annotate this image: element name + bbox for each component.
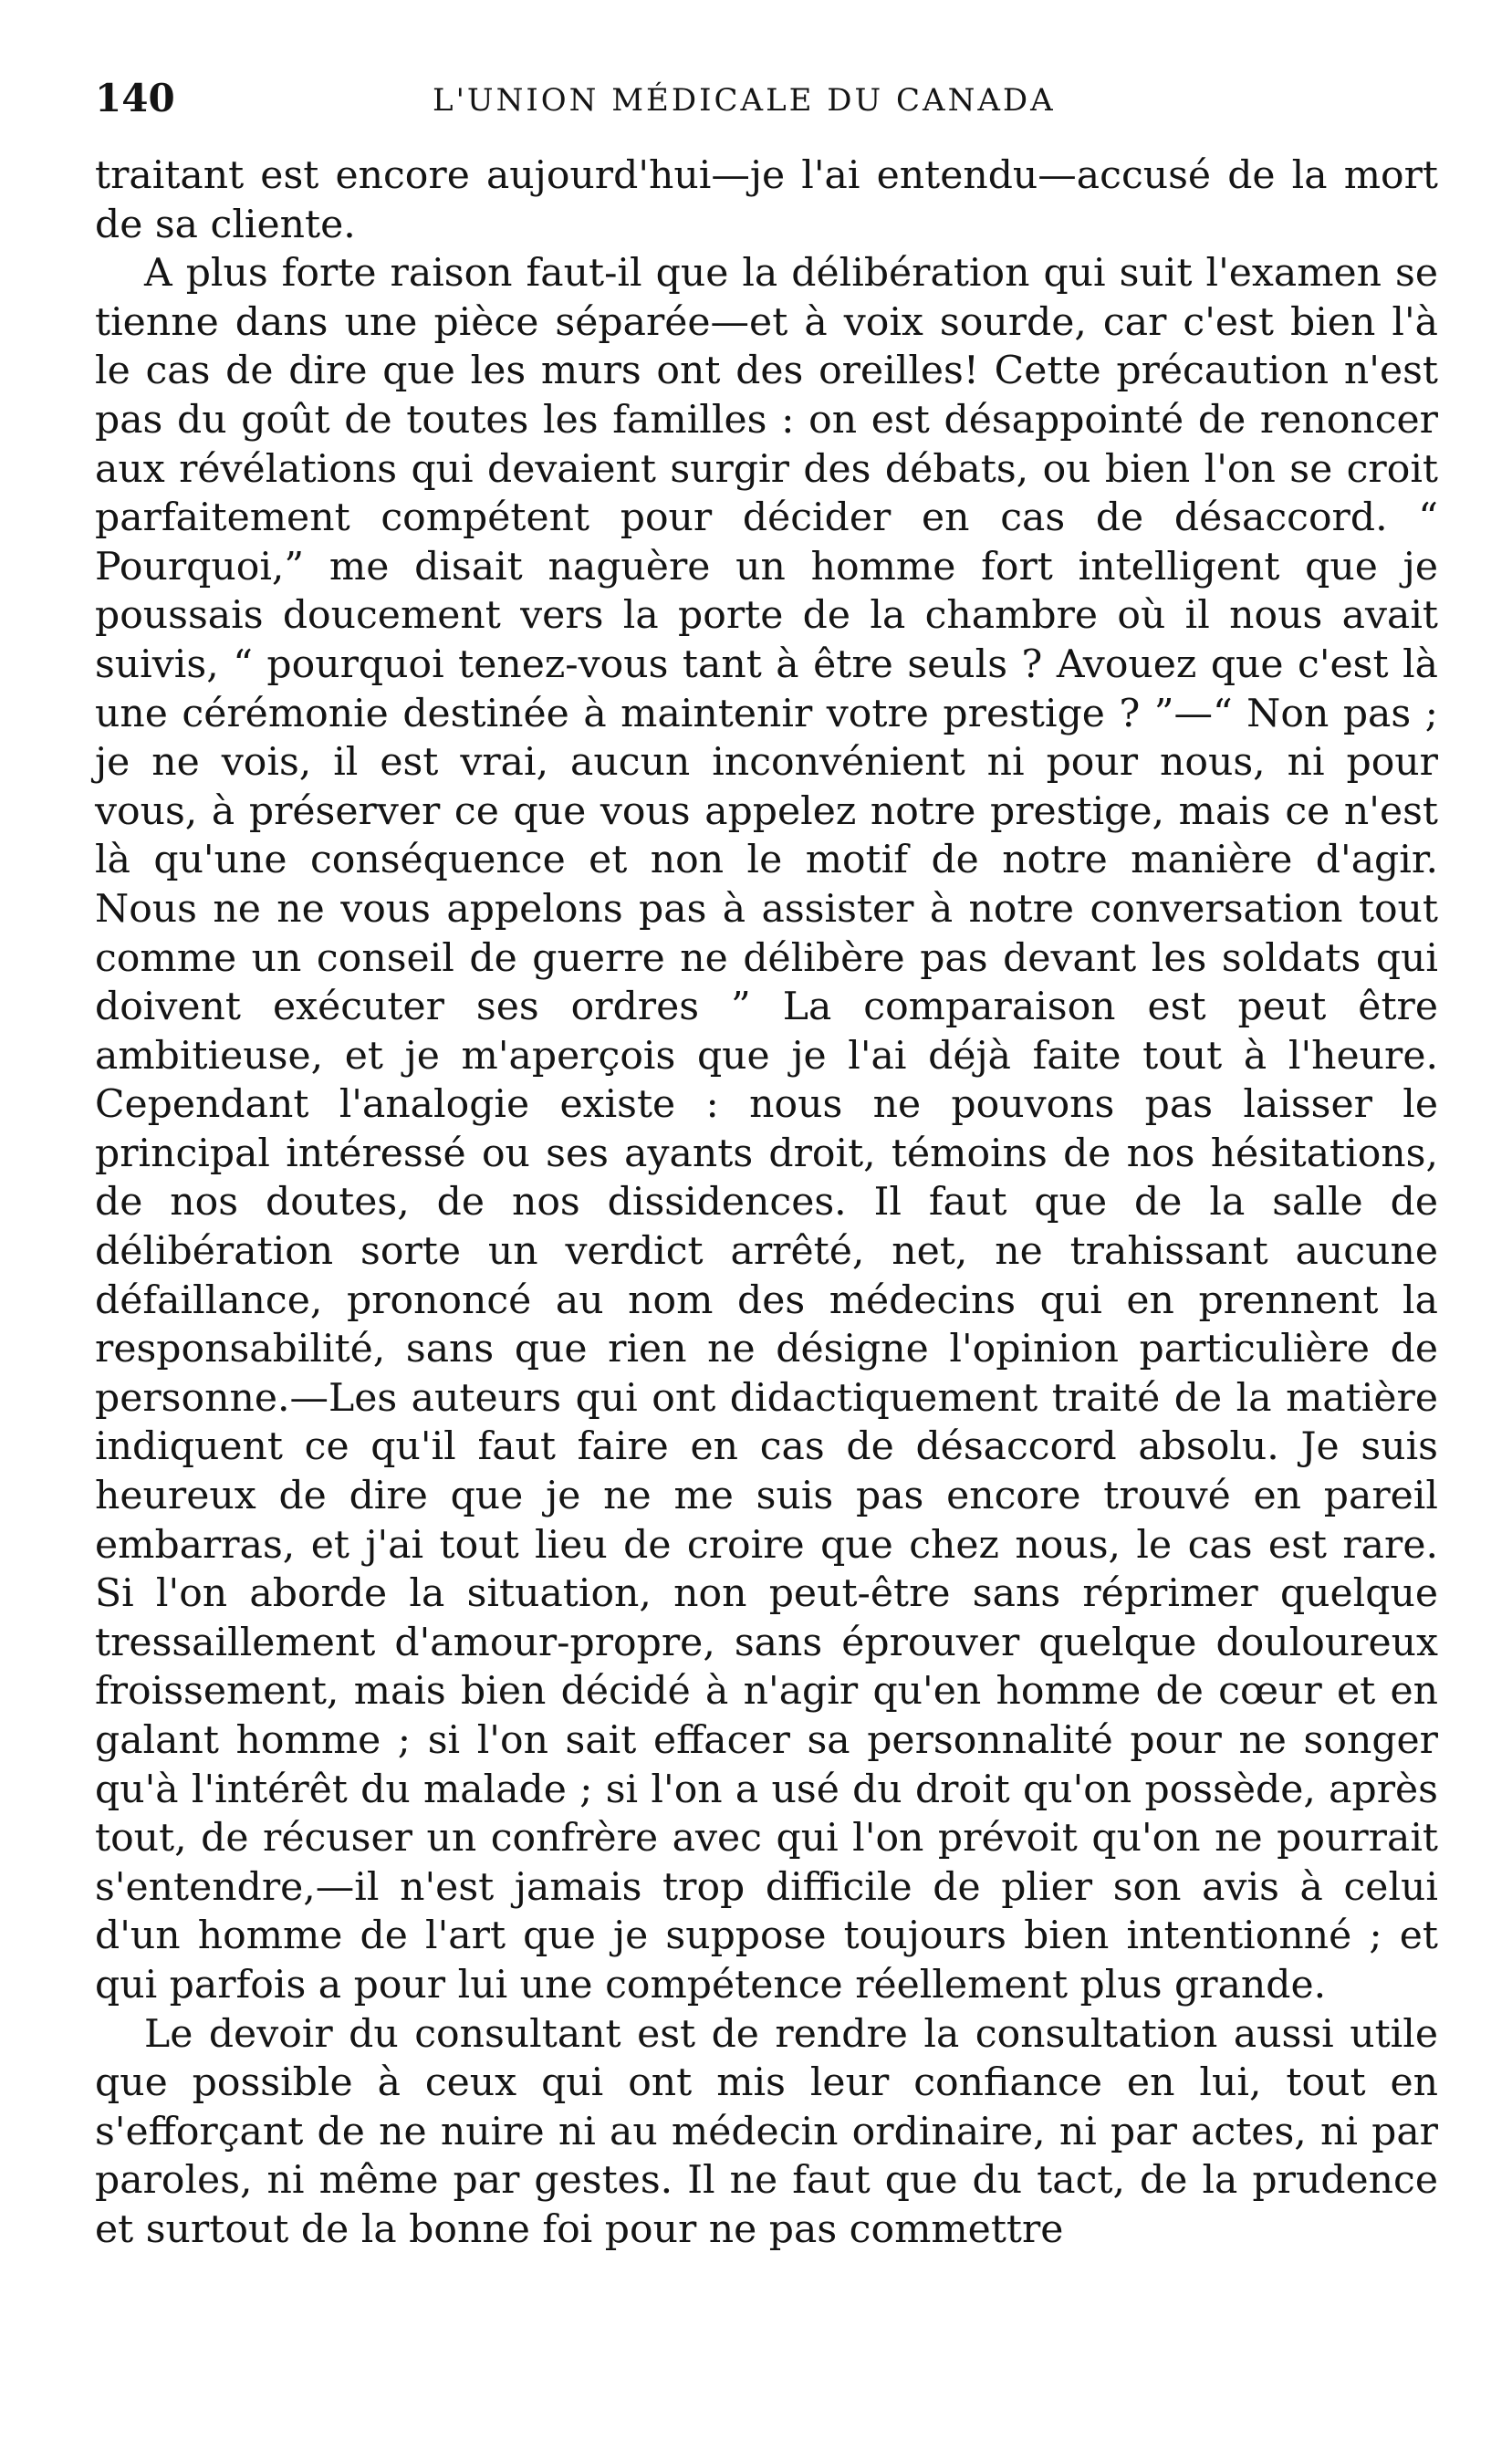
document-page — [95, 71, 1438, 2255]
paragraph-continuation: traitant est encore aujourd'hui—je l'ai entendu—accusé de la mort de sa cliente. — [95, 153, 1438, 247]
body-text — [95, 151, 1438, 2255]
page-number: 140 — [95, 76, 175, 120]
journal-title: L'UNION MÉDICALE DU CANADA — [433, 82, 1056, 119]
paragraph-consultant-duty: Le devoir du consultant est de rendre la consultation aussi utile que possible à ceux qui ont mis leur confiance en lui, tout en s'efforçant de ne nuire ni au médecin ordinaire, ni par actes, ni par paroles, ni même par gestes. Il ne faut que du tact, de la prudence et surtout de la bonne foi pour ne pas commettre — [95, 2011, 1438, 2252]
paragraph-deliberation: A plus forte raison faut-il que la délibération qui suit l'examen se tienne dans une pièce séparée—et à voix sourde, car c'est bien l'à le cas de dire que les murs ont des oreilles! Cette précaution n'est pas du goût de toutes les familles : on est désappointé de renoncer aux révélations qui devaient surgir des débats, ou bien l'on se croit parfaitement compétent pour décider en cas de désaccord. “ Pourquoi,” me disait naguère un homme fort intelligent que je poussais doucement vers la porte de la chambre où il nous avait suivis, “ pourquoi tenez-vous tant à être seuls ? Avouez que c'est là une cérémonie destinée à maintenir votre prestige ? ”—“ Non pas ; je ne vois, il est vrai, aucun inconvénient ni pour nous, ni pour vous, à préserver ce que vous appelez notre prestige, mais ce n'est là qu'une conséquence et non le motif de notre manière d'agir. Nous ne ne vous appelons pas à assister à notre conversation tout comme un conseil de guerre ne délibère pas devant les soldats qui doivent exécuter ses ordres ” La comparaison est peut être ambitieuse, et je m'aperçois que je l'ai déjà faite tout à l'heure. Cependant l'analogie existe : nous ne pouvons pas laisser le principal intéressé ou ses ayants droit, témoins de nos hésitations, de nos doutes, de nos dissidences. Il faut que de la salle de délibération sorte un verdict arrêté, net, ne trahissant aucune défaillance, prononcé au nom des médecins qui en prennent la responsabilité, sans que rien ne désigne l'opinion particulière de personne.—Les auteurs qui ont didactiquement traité de la matière indiquent ce qu'il faut faire en cas de désaccord absolu. Je suis heureux de dire que je ne me suis pas encore trouvé en pareil embarras, et j'ai tout lieu de croire que chez nous, le cas est rare. Si l'on aborde la situation, non peut-être sans réprimer quelque tressaillement d'amour-propre, sans éprouver quelque douloureux froissement, mais bien décidé à n'agir qu'en homme de cœur et en galant homme ; si l'on sait effacer sa personnalité pour ne songer qu'à l'intérêt du malade ; si l'on a usé du droit qu'on possède, après tout, de récuser un confrère avec qui l'on prévoit qu'on ne pourrait s'entendre,—il n'est jamais trop difficile de plier son avis à celui d'un homme de l'art que je suppose toujours bien intentionné ; et qui parfois a pour lui une compétence réellement plus grande. — [95, 251, 1438, 2007]
running-head — [95, 71, 1438, 126]
